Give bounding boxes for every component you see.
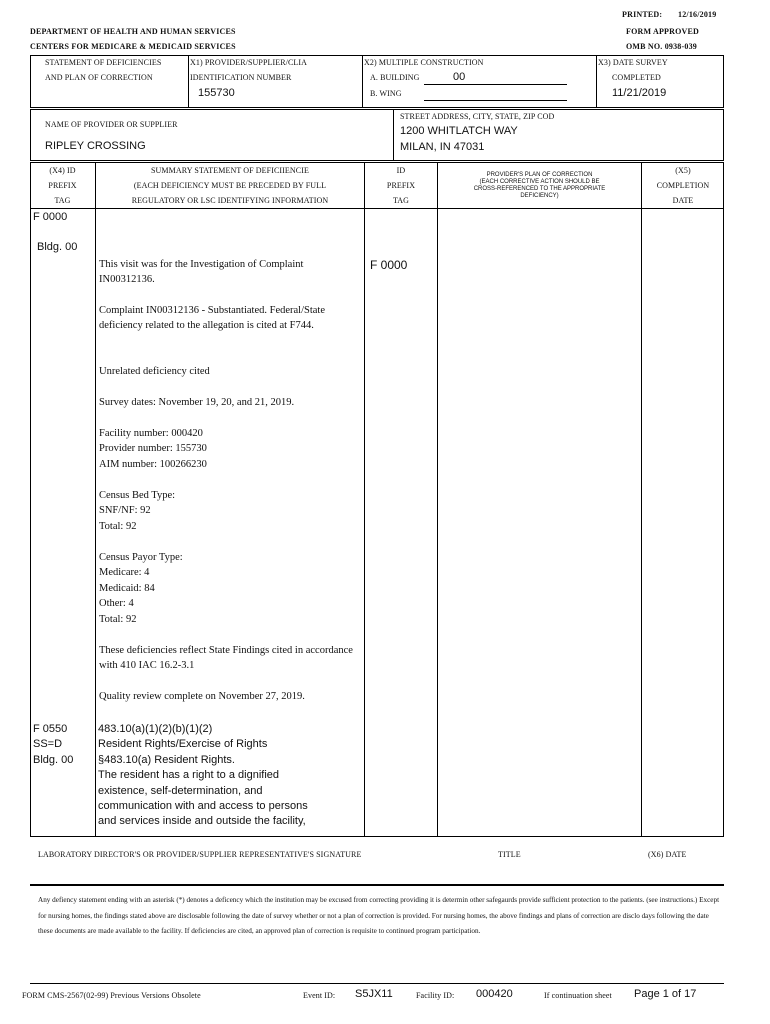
provider-number: 155730	[198, 87, 235, 99]
x6-date-label: (X6) DATE	[648, 850, 687, 859]
provider-name-label: NAME OF PROVIDER OR SUPPLIER	[45, 120, 178, 129]
event-id: S5JX11	[355, 988, 393, 1000]
printed-label: PRINTED:	[622, 10, 663, 19]
para-7: These deficiencies reflect State Findings cited in accordance with 410 IAC 16.2-3.1	[99, 645, 353, 672]
statement-label: STATEMENT OF DEFICIENCIES	[45, 58, 162, 67]
col-x5-line3: DATE	[672, 196, 694, 205]
provider-name: RIPLEY CROSSING	[45, 140, 146, 152]
event-id-label: Event ID:	[303, 991, 336, 1000]
address-line-1: 1200 WHITLATCH WAY	[400, 125, 518, 137]
col-id-line1: ID	[396, 166, 406, 175]
id-prefix-f0000: F 0000	[370, 258, 408, 272]
col-summary-line3: REGULATORY OR LSC IDENTIFYING INFORMATION	[131, 196, 329, 205]
para-3: Survey dates: November 19, 20, and 21, 2019.	[99, 397, 295, 408]
x3-label: X3) DATE SURVEY	[598, 58, 668, 67]
col-plan: PROVIDER'S PLAN OF CORRECTION (EACH CORRECTIVE ACTION SHOULD BE CROSS-REFERENCED TO THE APPROPRIATE DEFICIENCY)	[473, 172, 606, 199]
building-value: 00	[453, 71, 466, 83]
x1-label: X1) PROVIDER/SUPPLIER/CLIA	[190, 58, 308, 67]
address-label: STREET ADDRESS, CITY, STATE, ZIP COD	[400, 112, 555, 121]
para-2: Unrelated deficiency cited	[99, 366, 210, 377]
form-number: FORM CMS-2567(02-99) Previous Versions Obsolete	[22, 991, 201, 1000]
page-number: Page 1 of 17	[634, 988, 697, 1000]
para-6: Census Payor Type: Medicare: 4 Medicaid: 84 Other: 4 Total: 92	[99, 552, 183, 625]
centers-name: CENTERS FOR MEDICARE & MEDICAID SERVICES	[30, 42, 236, 51]
f0550-text: 483.10(a)(1)(2)(b)(1)(2) Resident Rights/Exercise of Rights §483.10(a) Resident Rights. The resident has a right to a dignified existence, self-determination, and communication with and access to persons and services inside and outside the facility,	[98, 723, 308, 828]
para-4: Facility number: 000420 Provider number: 155730 AIM number: 100266230	[99, 428, 207, 470]
x1-label-2: IDENTIFICATION NUMBER	[190, 73, 292, 82]
provider-box	[30, 109, 724, 161]
survey-date: 11/21/2019	[612, 87, 667, 99]
col-id-line2: PREFIX	[386, 181, 416, 190]
department-name: DEPARTMENT OF HEALTH AND HUMAN SERVICES	[30, 27, 236, 36]
bldg-f0000: Bldg. 00	[37, 241, 78, 253]
address-line-2: MILAN, IN 47031	[400, 141, 485, 153]
col-summary-line1: SUMMARY STATEMENT OF DEFICIIENCIE	[150, 166, 309, 175]
para-1: Complaint IN00312136 - Substantiated. Federal/State deficiency related to the allegation is cited at F744.	[99, 305, 326, 332]
wing-label: B. WING	[370, 89, 402, 98]
facility-id-label: Facility ID:	[416, 991, 455, 1000]
summary-text	[99, 257, 357, 704]
tag-f0000: F 0000	[33, 211, 68, 223]
x3-label-2: COMPLETED	[612, 73, 661, 82]
printed-date: 12/16/2019	[678, 10, 717, 19]
x2-label: X2) MULTIPLE CONSTRUCTION	[364, 58, 484, 67]
col-x4-line2: PREFIX	[48, 181, 77, 190]
para-8: Quality review complete on November 27, 2019.	[99, 691, 305, 702]
facility-id: 000420	[476, 988, 513, 1000]
omb-number: OMB NO. 0938-039	[626, 42, 697, 51]
col-x5-line1: (X5)	[675, 166, 691, 175]
building-label: A. BUILDING	[370, 73, 420, 82]
para-5: Census Bed Type: SNF/NF: 92 Total: 92	[99, 490, 176, 532]
col-x4-line1: (X4) ID	[49, 166, 76, 175]
continuation-label: If continuation sheet	[544, 991, 612, 1000]
para-0: This visit was for the Investigation of Complaint IN00312136.	[99, 259, 304, 286]
col-id-line3: TAG	[392, 196, 410, 205]
plan-label: AND PLAN OF CORRECTION	[45, 73, 153, 82]
tag-f0550: F 0550 SS=D Bldg. 00	[33, 723, 74, 766]
signature-label: LABORATORY DIRECTOR'S OR PROVIDER/SUPPLIER REPRESENTATIVE'S SIGNATURE	[38, 850, 362, 859]
disclaimer-text: Any defiency statement ending with an asterisk (*) denotes a deficency which the institution may be excused from correcting providing it is determin other safegaurds provide sufficient protection to the patients. (see instructions.) Except for nursing homes, the findings stated above are disclosable following the date of survey whether or not a plan of correction is provided. For nursing homes, the above findings and plans of correction are disclo days following the date these documents are made available to the facility. If deficiencies are cited, an approved plan of correction is requisite to continued program participation.	[38, 896, 720, 935]
title-label: TITLE	[498, 850, 521, 859]
col-summary-line2: (EACH DEFICIENCY MUST BE PRECEDED BY FULL	[133, 181, 327, 190]
col-x5-line2: COMPLETION	[656, 181, 710, 190]
col-x4-line3: TAG	[54, 196, 71, 205]
form-approved: FORM APPROVED	[626, 27, 700, 36]
